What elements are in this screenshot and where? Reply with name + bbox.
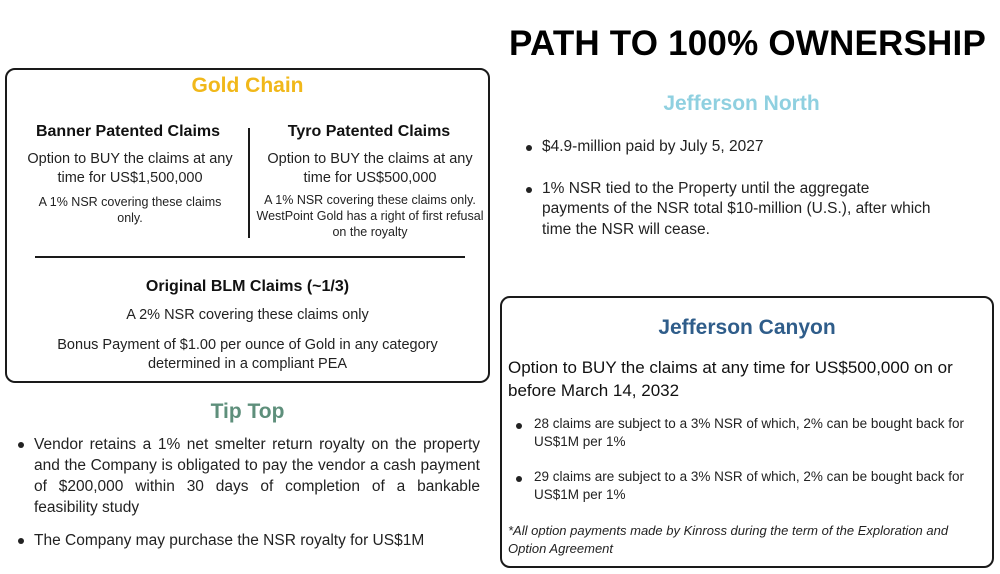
bullet-icon — [18, 538, 24, 544]
list-item: The Company may purchase the NSR royalty for US$1M — [18, 530, 480, 551]
blm-claims-heading: Original BLM Claims (~1/3) — [145, 278, 350, 295]
tyro-claims-heading: Tyro Patented Claims — [287, 123, 451, 140]
list-item: 28 claims are subject to a 3% NSR of which, 2% can be bought back for US$1M per 1% — [516, 415, 982, 451]
gold-chain-heading: Gold Chain — [191, 74, 304, 97]
list-item: 1% NSR tied to the Property until the aggregate payments of the NSR total $10-million (U.S.), after which time the NSR will cease. — [526, 179, 938, 241]
column-divider — [248, 128, 250, 238]
bullet-icon — [526, 145, 532, 151]
jefferson-north-heading: Jefferson North — [663, 92, 820, 115]
section-divider — [35, 256, 465, 258]
bullet-icon — [516, 476, 522, 482]
bullet-icon — [526, 187, 532, 193]
tyro-claims-option: Option to BUY the claims at any time for US$500,000 — [267, 151, 473, 186]
tyro-claims-nsr: A 1% NSR covering these claims only. WestPoint Gold has a right of first refusal on the royalty — [256, 193, 484, 239]
blm-claims-bonus: Bonus Payment of $1.00 per ounce of Gold in any category determined in a compliant PEA — [57, 337, 438, 372]
jefferson-canyon-heading: Jefferson Canyon — [658, 316, 836, 339]
blm-claims-nsr: A 2% NSR covering these claims only — [126, 307, 369, 323]
list-item: Vendor retains a 1% net smelter return royalty on the property and the Company is obligated to pay the vendor a cash payment of $200,000 within 30 days of completion of a bankable feasibility study — [18, 434, 480, 518]
jefferson-canyon-footnote: *All option payments made by Kinross during the term of the Exploration and Option Agreement — [508, 523, 949, 556]
jefferson-canyon-list — [516, 415, 982, 504]
banner-claims-heading: Banner Patented Claims — [35, 123, 221, 140]
banner-claims-nsr: A 1% NSR covering these claims only. — [38, 195, 222, 225]
bullet-icon — [516, 423, 522, 429]
bullet-icon — [18, 442, 24, 448]
tip-top-list — [18, 434, 480, 551]
banner-claims-option: Option to BUY the claims at any time for US$1,500,000 — [27, 151, 233, 186]
tip-top-heading: Tip Top — [210, 400, 285, 423]
page-title: PATH TO 100% OWNERSHIP — [509, 24, 986, 63]
list-item: 29 claims are subject to a 3% NSR of which, 2% can be bought back for US$1M per 1% — [516, 468, 982, 504]
jefferson-canyon-option: Option to BUY the claims at any time for US$500,000 on or before March 14, 2032 — [508, 358, 953, 400]
jefferson-north-list — [526, 137, 938, 240]
list-item: $4.9-million paid by July 5, 2027 — [526, 137, 938, 158]
